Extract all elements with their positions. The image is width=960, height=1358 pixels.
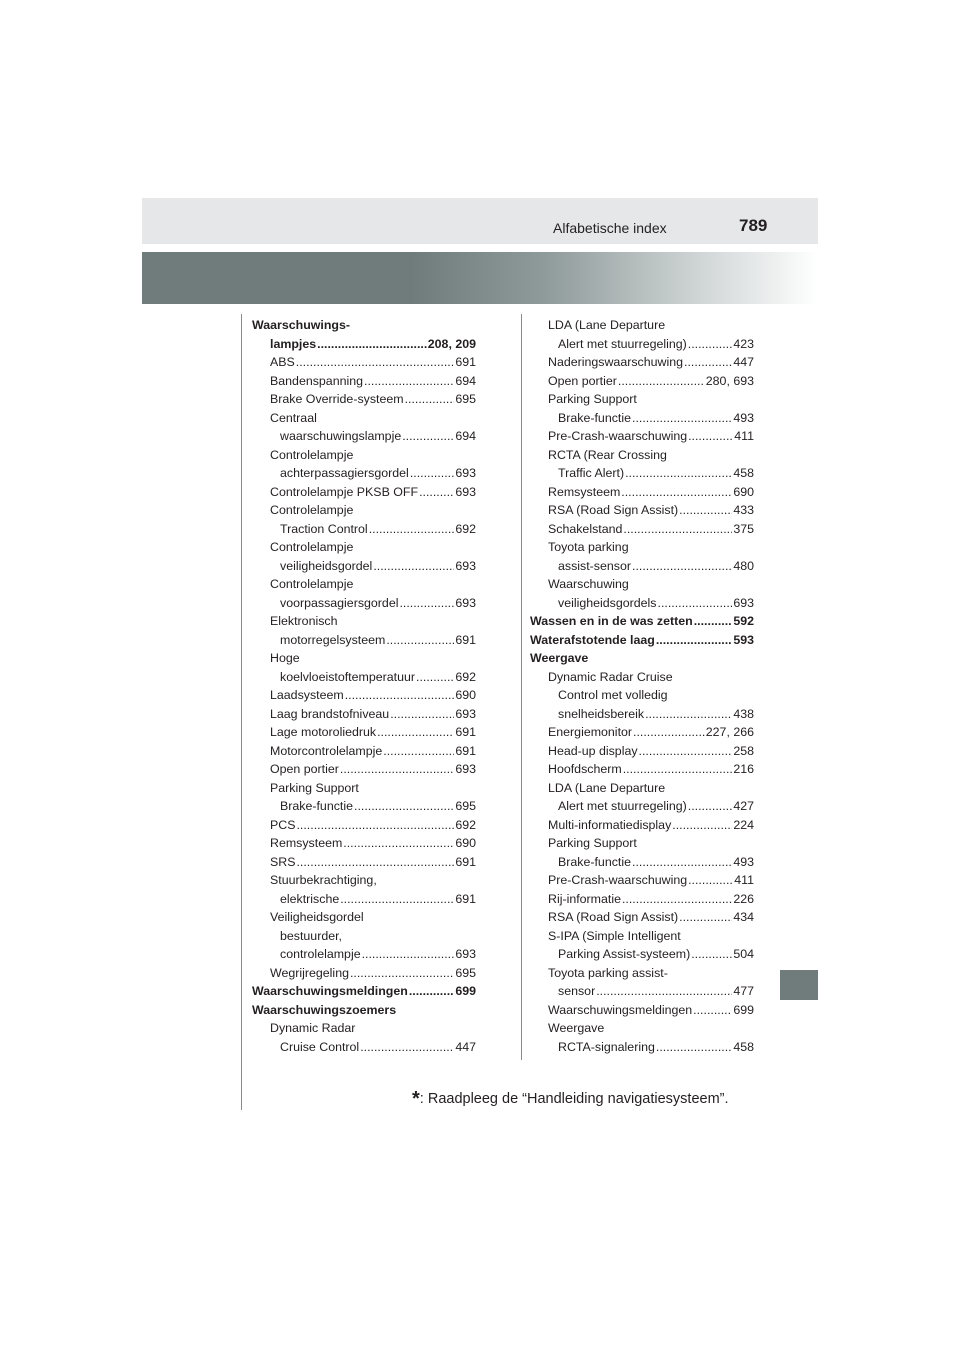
page-reference: 493 bbox=[733, 854, 754, 869]
dot-leader bbox=[693, 1001, 732, 1020]
footnote bbox=[412, 1088, 729, 1111]
index-term: Bandenspanning bbox=[270, 373, 364, 388]
page-reference: 208, 209 bbox=[427, 336, 476, 351]
page-reference: 695 bbox=[455, 965, 476, 980]
index-column-right bbox=[530, 316, 754, 1056]
dot-leader bbox=[679, 908, 732, 927]
index-heading: Toyota parking bbox=[548, 540, 629, 554]
dot-leader bbox=[350, 964, 454, 983]
dot-leader bbox=[405, 390, 455, 409]
index-entry bbox=[530, 409, 754, 428]
dot-leader bbox=[645, 705, 732, 724]
index-heading: RCTA (Rear Crossing bbox=[548, 447, 667, 462]
page-reference: 693 bbox=[455, 706, 476, 721]
index-term: Controlelampje PKSB OFF bbox=[270, 484, 419, 499]
dot-leader bbox=[399, 594, 454, 613]
index-term: ABS bbox=[270, 355, 295, 369]
dot-leader bbox=[625, 464, 732, 483]
index-entry bbox=[530, 760, 754, 779]
index-term: Hoofdscherm bbox=[548, 762, 622, 776]
chapter-side-tab bbox=[780, 970, 818, 1000]
index-term: Open portier bbox=[270, 762, 339, 776]
dot-leader bbox=[623, 760, 733, 779]
footnote-asterisk: * bbox=[412, 1088, 420, 1110]
index-heading: Parking Support bbox=[548, 836, 637, 850]
index-term: Wassen en in de was zetten bbox=[530, 614, 693, 628]
index-entry bbox=[530, 890, 754, 909]
page-reference: 691 bbox=[455, 854, 476, 869]
index-entry bbox=[530, 723, 754, 742]
index-entry bbox=[530, 594, 754, 613]
page-reference: 411 bbox=[734, 429, 754, 443]
page-reference: 693 bbox=[733, 595, 754, 610]
dot-leader bbox=[343, 834, 454, 853]
index-term: Lage motoroliedruk bbox=[270, 725, 377, 739]
index-term: waarschuwingslampje bbox=[280, 429, 402, 443]
page-reference: 447 bbox=[733, 355, 754, 369]
page-reference: 690 bbox=[455, 688, 476, 702]
index-heading: Parking Support bbox=[548, 392, 637, 406]
index-term: veiligheidsgordel bbox=[280, 558, 373, 573]
dot-leader bbox=[622, 890, 732, 909]
dot-leader bbox=[362, 945, 455, 964]
page-reference: 226 bbox=[733, 891, 754, 906]
index-entry bbox=[530, 520, 754, 539]
index-heading: S-IPA (Simple Intelligent bbox=[548, 928, 681, 943]
index-entry bbox=[252, 520, 476, 539]
page-reference: 693 bbox=[455, 947, 476, 961]
index-term: sensor bbox=[558, 984, 596, 998]
index-entry bbox=[252, 668, 476, 687]
index-heading: Hoge bbox=[270, 651, 300, 665]
page-reference: 433 bbox=[733, 503, 754, 517]
page-reference: 593 bbox=[733, 632, 754, 647]
dot-leader bbox=[633, 723, 705, 742]
index-entry bbox=[252, 723, 476, 742]
dot-leader bbox=[410, 464, 455, 483]
page-reference: 693 bbox=[455, 466, 476, 480]
dot-leader bbox=[658, 594, 733, 613]
index-entry bbox=[252, 945, 476, 964]
index-term: Head-up display bbox=[548, 743, 638, 758]
page-reference: 477 bbox=[733, 984, 754, 998]
dot-leader bbox=[296, 853, 454, 872]
page-reference: 458 bbox=[733, 1039, 754, 1054]
index-term: Rij-informatie bbox=[548, 891, 621, 906]
index-term: Brake-functie bbox=[558, 854, 632, 869]
index-term: voorpassagiersgordel bbox=[280, 595, 399, 610]
index-term: Cruise Control bbox=[280, 1039, 360, 1054]
index-entry bbox=[252, 427, 476, 446]
index-entry bbox=[530, 372, 754, 391]
index-term: Brake-functie bbox=[280, 799, 354, 813]
dot-leader bbox=[369, 520, 455, 539]
index-entry bbox=[530, 353, 754, 372]
page-reference: 691 bbox=[455, 355, 476, 369]
index-entry bbox=[530, 908, 754, 927]
page-section-title: Alfabetische index bbox=[553, 220, 667, 236]
index-heading: Elektronisch bbox=[270, 614, 338, 628]
index-entry bbox=[530, 945, 754, 964]
column-divider-rule bbox=[521, 314, 522, 1060]
index-entry bbox=[252, 557, 476, 576]
index-entry bbox=[530, 501, 754, 520]
index-term: Energiemonitor bbox=[548, 725, 633, 739]
dot-leader bbox=[383, 742, 454, 761]
dot-leader bbox=[632, 557, 732, 576]
dot-leader bbox=[390, 705, 454, 724]
index-term: Parking Assist-systeem) bbox=[558, 947, 691, 961]
index-entry bbox=[530, 464, 754, 483]
index-term: RCTA-signalering bbox=[558, 1039, 655, 1054]
page-reference: 447 bbox=[455, 1039, 476, 1054]
index-term: elektrische bbox=[280, 891, 340, 906]
index-heading: Centraal bbox=[270, 410, 317, 425]
index-term: Brake-functie bbox=[558, 410, 632, 425]
chapter-banner bbox=[142, 252, 818, 304]
index-term: Multi-informatiedisplay bbox=[548, 817, 672, 832]
index-heading: Stuurbekrachtiging, bbox=[270, 873, 377, 887]
index-term: Brake Override-systeem bbox=[270, 392, 404, 406]
page-reference: 699 bbox=[455, 984, 476, 998]
index-entry bbox=[252, 390, 476, 409]
page-reference: 493 bbox=[733, 410, 754, 425]
index-entry bbox=[252, 353, 476, 372]
index-heading: LDA (Lane Departure bbox=[548, 780, 666, 795]
index-entry bbox=[252, 464, 476, 483]
index-term: Waarschuwingsmeldingen bbox=[548, 1002, 693, 1017]
page-reference: 695 bbox=[455, 799, 476, 813]
page-reference: 691 bbox=[455, 725, 476, 739]
index-entry bbox=[530, 816, 754, 835]
page-reference: 691 bbox=[455, 632, 476, 647]
dot-leader bbox=[377, 723, 454, 742]
index-term: lampjes bbox=[270, 336, 317, 351]
dot-leader bbox=[386, 631, 454, 650]
index-term: RSA (Road Sign Assist) bbox=[548, 503, 679, 517]
dot-leader bbox=[596, 982, 732, 1001]
index-term: Remsysteem bbox=[270, 836, 343, 850]
dot-leader bbox=[354, 797, 454, 816]
dot-leader bbox=[623, 520, 732, 539]
page-number: 789 bbox=[739, 216, 768, 235]
index-heading: Controlelampje bbox=[270, 577, 354, 591]
index-heading: Waarschuwingszoemers bbox=[252, 1002, 397, 1017]
index-entry bbox=[530, 982, 754, 1001]
dot-leader bbox=[656, 631, 732, 650]
index-entry bbox=[530, 427, 754, 446]
index-term: Waterafstotende laag bbox=[530, 632, 655, 647]
dot-leader bbox=[340, 890, 454, 909]
page-reference: 375 bbox=[733, 521, 754, 536]
index-term: controlelampje bbox=[280, 947, 361, 961]
dot-leader bbox=[419, 483, 454, 502]
dot-leader bbox=[679, 501, 732, 520]
index-heading: Dynamic Radar Cruise bbox=[548, 669, 673, 684]
index-heading: Dynamic Radar bbox=[270, 1021, 356, 1035]
index-heading: Controlelampje bbox=[270, 503, 354, 517]
index-entry bbox=[530, 742, 754, 761]
footnote-text: : Raadpleeg de “Handleiding navigatiesysteem”. bbox=[419, 1091, 729, 1107]
index-term: PCS bbox=[270, 817, 296, 832]
dot-leader bbox=[416, 668, 454, 687]
index-term: Traffic Alert) bbox=[558, 466, 625, 480]
index-term: achterpassagiersgordel bbox=[280, 466, 409, 480]
page-reference: 691 bbox=[455, 743, 476, 758]
index-term: Remsysteem bbox=[548, 484, 621, 499]
index-entry bbox=[530, 871, 754, 890]
dot-leader bbox=[632, 409, 732, 428]
page-reference: 438 bbox=[733, 706, 754, 721]
dot-leader bbox=[360, 1038, 454, 1057]
index-entry bbox=[530, 797, 754, 816]
page-reference: 592 bbox=[733, 614, 754, 628]
header-band bbox=[142, 198, 818, 244]
index-entry bbox=[252, 834, 476, 853]
dot-leader bbox=[688, 427, 733, 446]
page-reference: 216 bbox=[733, 762, 754, 776]
dot-leader bbox=[632, 853, 732, 872]
page-reference: 695 bbox=[455, 392, 476, 406]
left-margin-rule bbox=[241, 314, 242, 1110]
page-reference: 458 bbox=[733, 466, 754, 480]
page-reference: 427 bbox=[733, 799, 754, 813]
dot-leader bbox=[364, 372, 454, 391]
index-entry bbox=[530, 1038, 754, 1057]
page-reference: 280, 693 bbox=[705, 373, 754, 388]
index-entry bbox=[252, 816, 476, 835]
index-term: koelvloeistoftemperatuur bbox=[280, 669, 415, 684]
index-term: veiligheidsgordels bbox=[558, 595, 657, 610]
index-entry bbox=[252, 964, 476, 983]
dot-leader bbox=[684, 353, 732, 372]
index-entry bbox=[530, 1001, 754, 1020]
index-column-left bbox=[252, 316, 476, 1056]
index-term: Pre-Crash-waarschuwing bbox=[548, 429, 688, 443]
page-reference: 692 bbox=[455, 669, 476, 684]
page-reference: 694 bbox=[455, 429, 476, 443]
index-term: snelheidsbereik bbox=[558, 706, 645, 721]
index-heading: Waarschuwings- bbox=[252, 318, 350, 332]
index-heading: Controlelampje bbox=[270, 447, 354, 462]
index-term: Pre-Crash-waarschuwing bbox=[548, 873, 688, 887]
page-reference: 693 bbox=[455, 595, 476, 610]
index-heading: Controlelampje bbox=[270, 540, 354, 554]
page-reference: 699 bbox=[733, 1002, 754, 1017]
index-term: Alert met stuurregeling) bbox=[558, 799, 687, 813]
index-entry bbox=[252, 686, 476, 705]
dot-leader bbox=[345, 686, 455, 705]
page-reference: 690 bbox=[455, 836, 476, 850]
index-heading: Weergave bbox=[548, 1021, 605, 1035]
index-term: Naderingswaarschuwing bbox=[548, 355, 683, 369]
index-entry bbox=[252, 890, 476, 909]
dot-leader bbox=[688, 871, 733, 890]
dot-leader bbox=[656, 1038, 732, 1057]
dot-leader bbox=[621, 483, 732, 502]
dot-leader bbox=[688, 335, 733, 354]
index-entry bbox=[252, 372, 476, 391]
dot-leader bbox=[409, 982, 454, 1001]
index-entry bbox=[530, 557, 754, 576]
index-entry bbox=[252, 631, 476, 650]
dot-leader bbox=[296, 816, 454, 835]
index-heading: Weergave bbox=[530, 651, 589, 665]
index-entry bbox=[530, 335, 754, 354]
page-reference: 258 bbox=[733, 743, 754, 758]
index-term: Motorcontrolelampje bbox=[270, 743, 383, 758]
index-term: Waarschuwingsmeldingen bbox=[252, 984, 408, 998]
page-reference: 480 bbox=[733, 558, 754, 573]
dot-leader bbox=[639, 742, 733, 761]
index-term: Alert met stuurregeling) bbox=[558, 336, 687, 351]
page-reference: 692 bbox=[455, 817, 476, 832]
index-entry bbox=[530, 853, 754, 872]
page-reference: 691 bbox=[455, 891, 476, 906]
index-heading: Waarschuwing bbox=[548, 577, 629, 591]
index-term: Laag brandstofniveau bbox=[270, 706, 390, 721]
index-term: SRS bbox=[270, 854, 296, 869]
index-entry bbox=[252, 335, 476, 354]
page-reference: 693 bbox=[455, 558, 476, 573]
index-heading: LDA (Lane Departure bbox=[548, 318, 666, 332]
index-term: motorregelsysteem bbox=[280, 632, 386, 647]
dot-leader bbox=[340, 760, 454, 779]
dot-leader bbox=[296, 353, 455, 372]
page-reference: 692 bbox=[455, 521, 476, 536]
index-term: Wegrijregeling bbox=[270, 965, 349, 980]
dot-leader bbox=[317, 335, 427, 354]
page-reference: 694 bbox=[455, 373, 476, 388]
dot-leader bbox=[688, 797, 733, 816]
page-reference: 411 bbox=[734, 873, 754, 887]
index-term: Schakelstand bbox=[548, 521, 623, 536]
index-entry bbox=[530, 612, 754, 631]
page-reference: 423 bbox=[733, 336, 754, 351]
index-entry bbox=[252, 853, 476, 872]
index-term: Laadsysteem bbox=[270, 688, 344, 702]
index-heading: Control met volledig bbox=[558, 688, 668, 702]
index-term: RSA (Road Sign Assist) bbox=[548, 910, 679, 924]
page-reference: 504 bbox=[733, 947, 754, 961]
index-entry bbox=[252, 1038, 476, 1057]
index-entry bbox=[252, 982, 476, 1001]
index-heading: Parking Support bbox=[270, 780, 359, 795]
index-entry bbox=[252, 760, 476, 779]
index-term: assist-sensor bbox=[558, 558, 631, 573]
page-reference: 693 bbox=[455, 484, 476, 499]
index-term: Traction Control bbox=[280, 521, 368, 536]
page-reference: 693 bbox=[455, 762, 476, 776]
index-entry bbox=[252, 594, 476, 613]
index-heading: Toyota parking assist- bbox=[548, 965, 668, 980]
index-entry bbox=[252, 742, 476, 761]
index-entry bbox=[252, 797, 476, 816]
dot-leader bbox=[373, 557, 454, 576]
index-entry bbox=[530, 483, 754, 502]
dot-leader bbox=[618, 372, 705, 391]
page-reference: 434 bbox=[733, 910, 754, 924]
dot-leader bbox=[672, 816, 732, 835]
index-entry bbox=[252, 483, 476, 502]
index-heading: Veiligheidsgordel bbox=[270, 910, 364, 924]
index-heading: bestuurder, bbox=[280, 928, 342, 943]
page-reference: 227, 266 bbox=[705, 725, 754, 739]
index-entry bbox=[530, 705, 754, 724]
index-entry bbox=[252, 705, 476, 724]
index-entry bbox=[530, 631, 754, 650]
dot-leader bbox=[694, 612, 733, 631]
index-term: Open portier bbox=[548, 373, 617, 388]
page-reference: 224 bbox=[733, 817, 754, 832]
dot-leader bbox=[691, 945, 732, 964]
page-reference: 690 bbox=[733, 484, 754, 499]
dot-leader bbox=[402, 427, 454, 446]
